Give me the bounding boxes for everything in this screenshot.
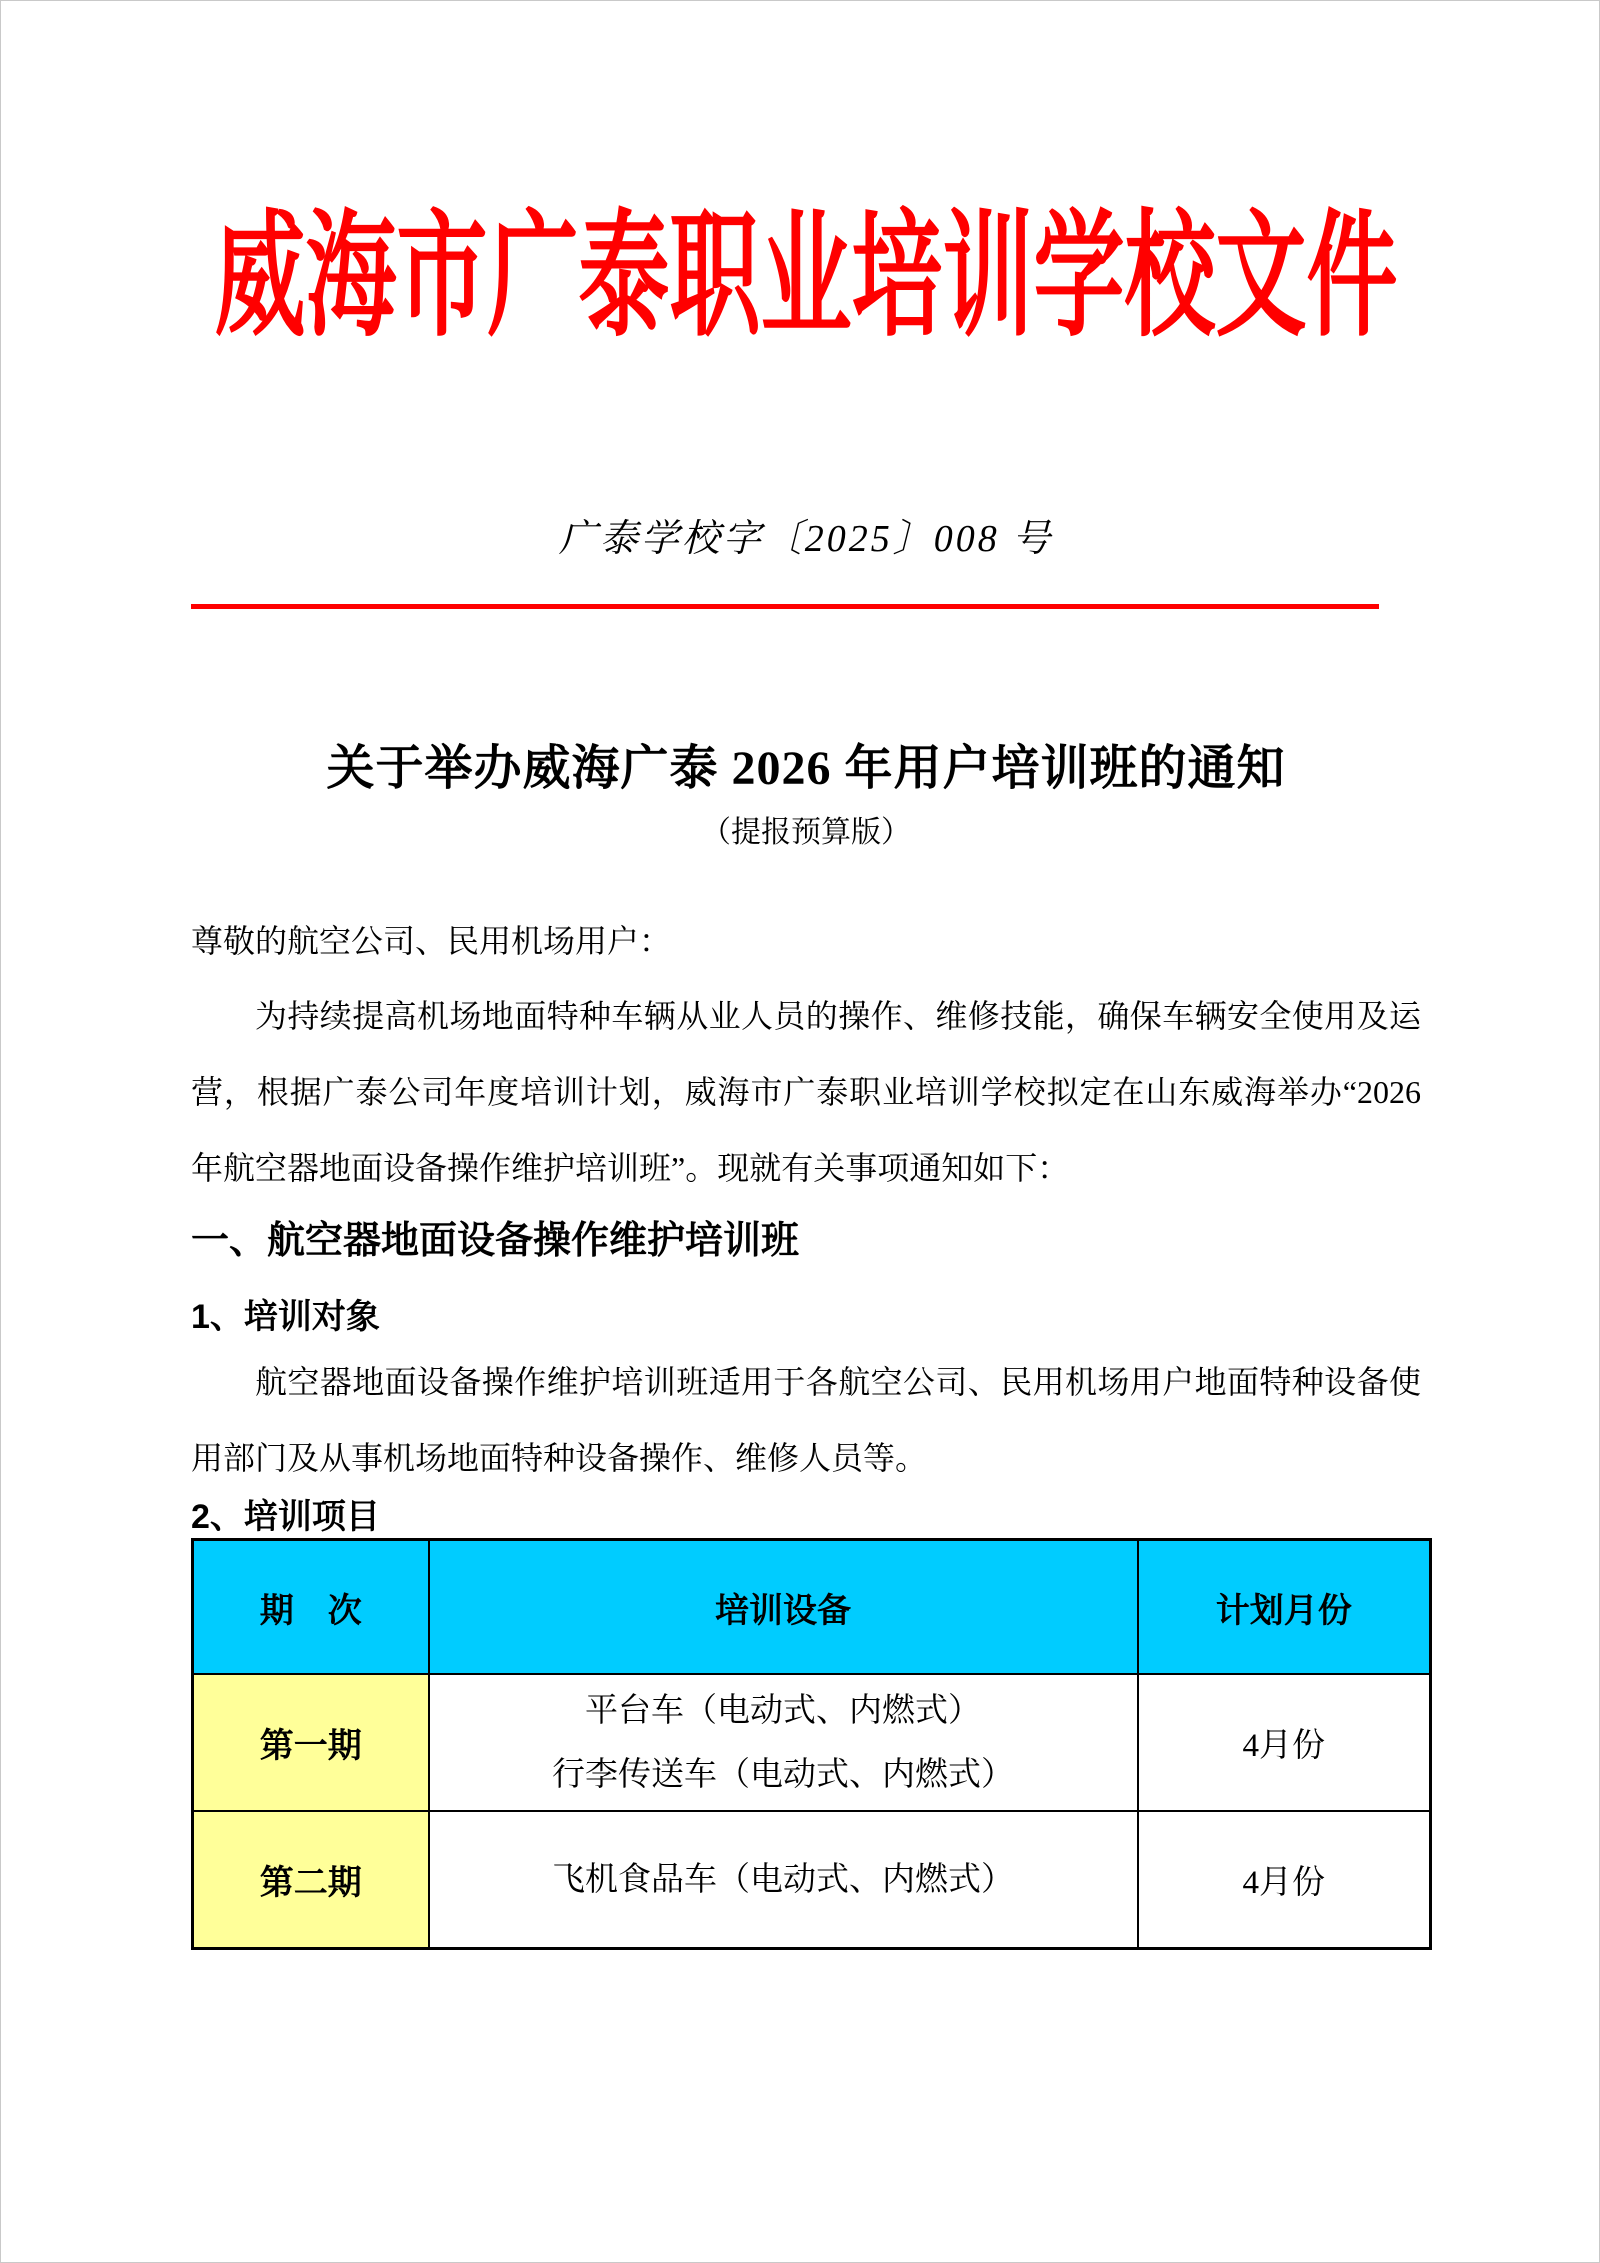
- device-line: 行李传送车（电动式、内燃式）: [552, 1756, 1014, 1793]
- month-cell: 4月份: [1138, 1811, 1431, 1949]
- subsection-heading-training-items: 2、培训项目: [191, 1498, 380, 1536]
- intro-line: 为持续提高机场地面特种车辆从业人员的操作、维修技能，确保车辆安全使用及运: [255, 998, 1421, 1034]
- period-cell: 第二期: [193, 1811, 429, 1949]
- training-targets-paragraph: [191, 1344, 1421, 1496]
- notice-title: 关于举办威海广泰 2026 年用户培训班的通知: [326, 742, 1286, 795]
- device-line: 飞机食品车（电动式、内燃式）: [552, 1861, 1014, 1898]
- section-heading: 一、航空器地面设备操作维护培训班: [191, 1220, 800, 1262]
- table-header-month: 计划月份: [1138, 1540, 1431, 1675]
- notice-subtitle: （提报预算版）: [701, 816, 911, 849]
- red-divider-rule: [191, 604, 1379, 609]
- table-row: [193, 1674, 1431, 1811]
- letterhead-banner-title: 威海市广泰职业培训学校文件: [214, 201, 1398, 353]
- device-cell: [429, 1811, 1138, 1949]
- table-header-row: [193, 1540, 1431, 1675]
- greeting-line: 尊敬的航空公司、民用机场用户：: [191, 923, 672, 959]
- table-row: [193, 1811, 1431, 1949]
- table-header-period: 期 次: [193, 1540, 429, 1675]
- document-number: 广泰学校字〔2025〕008 号: [558, 518, 1054, 560]
- period-cell: 第一期: [193, 1674, 429, 1811]
- document-content: [1, 201, 1600, 1950]
- subsection-heading-training-targets: 1、培训对象: [191, 1298, 380, 1336]
- intro-paragraph: [191, 978, 1421, 1206]
- month-cell: 4月份: [1138, 1674, 1431, 1811]
- device-line: 平台车（电动式、内燃式）: [585, 1692, 981, 1729]
- body-line: 航空器地面设备操作维护培训班适用于各航空公司、民用机场用户地面特种设备使: [255, 1364, 1421, 1400]
- training-schedule-table: [191, 1538, 1432, 1950]
- body-line: 用部门及从事机场地面特种设备操作、维修人员等。: [191, 1440, 928, 1476]
- intro-line: 年航空器地面设备操作维护培训班”。现就有关事项通知如下：: [191, 1150, 1070, 1186]
- intro-line: 营，根据广泰公司年度培训计划，威海市广泰职业培训学校拟定在山东威海举办“2026: [191, 1074, 1421, 1110]
- table-header-device: 培训设备: [429, 1540, 1138, 1675]
- device-cell: [429, 1674, 1138, 1811]
